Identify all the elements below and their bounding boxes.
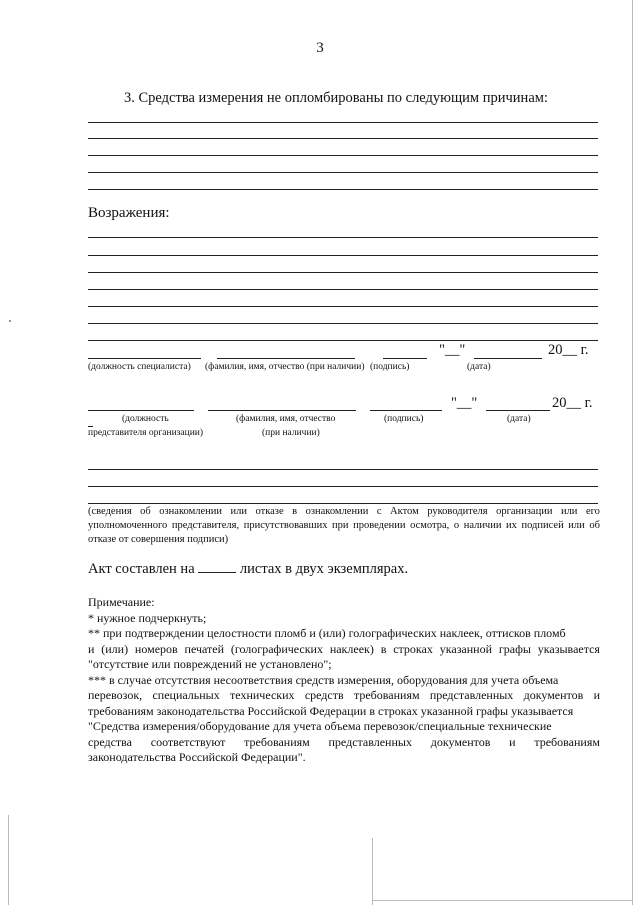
org-date-month-field[interactable] [486, 410, 550, 411]
scan-edge-bottom-mark [372, 838, 373, 905]
objection-line-6[interactable] [88, 323, 598, 324]
org-dash-mark [88, 426, 93, 427]
familiarization-line-1[interactable] [88, 469, 598, 470]
sheet-count-field[interactable] [198, 560, 236, 573]
specialist-position-field[interactable] [88, 358, 201, 359]
notes-block [88, 595, 600, 766]
note-3-line-4: "Средства измерения/оборудование для учета объема перевозок/специальные технические [88, 719, 552, 733]
org-signature-label: (подпись) [384, 414, 424, 424]
specialist-date-month-field[interactable] [474, 358, 542, 359]
notes-title: Примечание: [88, 595, 155, 609]
note-3-line-1: *** в случае отсутствия несоответствия средств измерения, оборудования для учета объема [88, 672, 559, 687]
act-statement-after: листах в двух экземплярах. [239, 561, 409, 577]
note-2-line-2: и (или) номеров печатей (голографических наклеек) в строках указанной графы указывается [88, 641, 600, 656]
note-2-line-3: "отсутствие или повреждений не установлено"; [88, 657, 332, 671]
org-position-label-1: (должность [122, 414, 169, 424]
objection-line-2[interactable] [88, 255, 598, 256]
objection-line-1[interactable] [88, 237, 598, 238]
objection-line-7[interactable] [88, 340, 598, 341]
objections-title: Возражения: [88, 205, 170, 221]
org-name-label-2: (при наличии) [262, 428, 320, 438]
familiarization-line-2[interactable] [88, 486, 598, 487]
org-date-year: 20__ г. [552, 395, 593, 411]
org-signature-field[interactable] [370, 410, 442, 411]
reason-line-1[interactable] [88, 122, 598, 123]
specialist-signature-field[interactable] [383, 358, 427, 359]
scan-edge-left [8, 815, 9, 905]
reason-line-2[interactable] [88, 138, 598, 139]
reason-line-5[interactable] [88, 189, 598, 190]
objection-line-3[interactable] [88, 272, 598, 273]
org-position-field[interactable] [88, 410, 194, 411]
act-statement [88, 560, 408, 578]
specialist-name-field[interactable] [217, 358, 355, 359]
scan-edge-bottom [372, 900, 632, 901]
org-date-day: "__" [451, 395, 478, 411]
reason-line-3[interactable] [88, 155, 598, 156]
page-number: 3 [316, 40, 324, 56]
note-3-line-6: законодательства Российской Федерации". [88, 750, 306, 764]
note-3-line-2: перевозок, специальных технических средств требованиям представленных документов и [88, 688, 600, 702]
familiarization-note [88, 505, 600, 547]
org-position-label-2: представителя организации) [88, 428, 204, 438]
note-3-line-3: требованиям законодательства Российской Федерации в строках указанной графы указывается [88, 703, 574, 718]
familiarization-note-line-1: (сведения об ознакомлении или отказе в ознакомлении с Актом руководителя организации или его [88, 506, 600, 517]
scan-edge-right [632, 0, 633, 905]
note-3-line-5: средства соответствуют требованиям представленных документов и требованиям [88, 734, 600, 749]
org-name-field[interactable] [208, 410, 356, 411]
specialist-signature-label: (подпись) [370, 362, 410, 372]
specialist-date-year: 20__ г. [548, 342, 589, 358]
specialist-date-label: (дата) [467, 362, 491, 372]
familiarization-note-line-2: уполномоченного представителя, присутствовавших при проведении осмотра, о наличии их подписей или об [88, 520, 600, 531]
note-2-line-1: ** при подтверждении целостности пломб и (или) голографических наклеек, оттисков пломб [88, 626, 566, 640]
act-statement-before: Акт составлен на [88, 561, 195, 577]
objection-line-4[interactable] [88, 289, 598, 290]
familiarization-line-3[interactable] [88, 503, 598, 504]
familiarization-note-line-3: отказе от совершения подписи) [88, 534, 229, 545]
specialist-name-label: (фамилия, имя, отчество (при наличии) [205, 362, 365, 372]
section-3-title: 3. Средства измерения не опломбированы по следующим причинам: [124, 90, 548, 106]
org-date-label: (дата) [507, 414, 531, 424]
scan-speck [9, 320, 11, 322]
reason-line-4[interactable] [88, 172, 598, 173]
specialist-date-day: "__" [439, 342, 466, 358]
specialist-position-label: (должность специалиста) [88, 362, 191, 372]
org-name-label-1: (фамилия, имя, отчество [236, 414, 336, 424]
objection-line-5[interactable] [88, 306, 598, 307]
note-1: * нужное подчеркнуть; [88, 610, 207, 625]
